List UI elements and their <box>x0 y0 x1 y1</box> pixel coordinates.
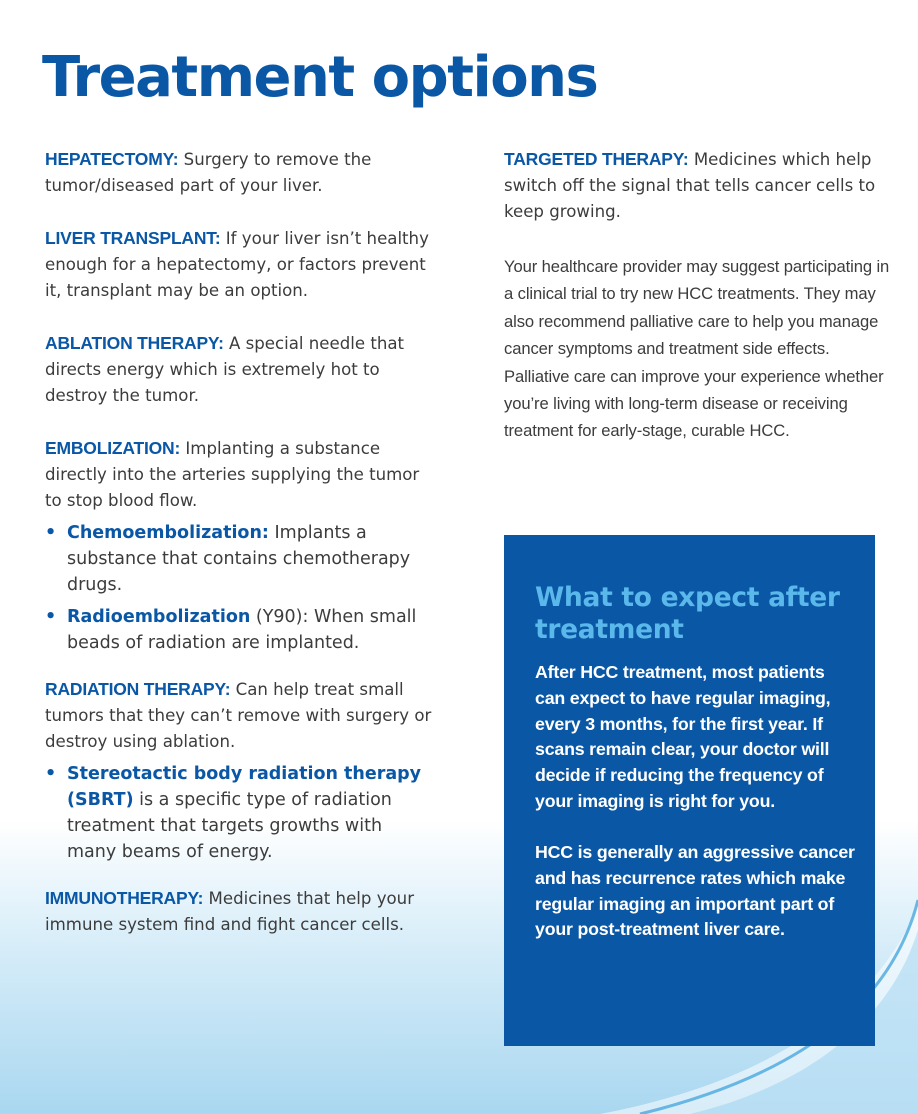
term-description: Medicines which help switch off the signal that tells cancer cells to keep growing. <box>504 150 876 221</box>
term-label: HEPATECTOMY: <box>45 149 179 169</box>
callout-heading: What to expect after treatment <box>535 582 840 645</box>
term-description: Medicines that help your immune system find and fight cancer cells. <box>45 889 415 934</box>
list-item <box>45 604 435 656</box>
term-label: EMBOLIZATION: <box>45 438 181 458</box>
bullet-icon: • <box>45 607 57 627</box>
entry-targeted-therapy <box>504 146 894 225</box>
entry-hepatectomy <box>45 146 435 199</box>
left-column <box>45 146 435 938</box>
bullet-icon: • <box>45 523 57 543</box>
bullet-text: is a specific type of radiation treatment that targets growths with many beams of energy. <box>67 790 392 862</box>
term-description: A special needle that directs energy which is extremely hot to destroy the tumor. <box>45 334 405 405</box>
term-label: RADIATION THERAPY: <box>45 679 231 699</box>
term-description: Surgery to remove the tumor/diseased part of your liver. <box>45 150 372 195</box>
radiation-bullet-list <box>45 761 435 865</box>
bullet-icon: • <box>45 764 57 784</box>
entry-radiation-therapy <box>45 676 435 755</box>
bullet-text: (Y90): When small beads of radiation are implanted. <box>67 607 417 653</box>
list-item <box>45 761 435 865</box>
bullet-term: Chemoembolization: <box>67 523 269 543</box>
entry-immunotherapy <box>45 885 435 938</box>
right-column <box>504 146 894 461</box>
provider-note: Your healthcare provider may suggest participating in a clinical trial to try new HCC treatments. They may also recommend palliative care to help you manage cancer symptoms and treatment side effects. Palliative care can improve your experience whether you’re living with long-term disease or receiving treatment for early-stage, curable HCC. <box>504 257 890 441</box>
page-title: Treatment options <box>42 45 598 110</box>
term-description: If your liver isn’t healthy enough for a hepatectomy, or factors prevent it, transplant may be an option. <box>45 229 429 300</box>
entry-ablation-therapy <box>45 330 435 409</box>
list-item <box>45 520 435 598</box>
term-description: Can help treat small tumors that they can’t remove with surgery or destroy using ablation. <box>45 680 432 751</box>
embolization-bullet-list <box>45 520 435 656</box>
term-label: LIVER TRANSPLANT: <box>45 228 221 248</box>
callout-paragraph-1: After HCC treatment, most patients can expect to have regular imaging, every 3 months, for the first year. If scans remain clear, your doctor will decide if reducing the frequency of your imaging is right for you. <box>535 662 831 811</box>
entry-embolization <box>45 435 435 514</box>
bullet-term: Radioembolization <box>67 607 251 627</box>
term-label: IMMUNOTHERAPY: <box>45 888 204 908</box>
entry-liver-transplant <box>45 225 435 304</box>
term-label: TARGETED THERAPY: <box>504 149 689 169</box>
callout-paragraph-2: HCC is generally an aggressive cancer and has recurrence rates which make regular imaging an important part of your post-treatment liver care. <box>535 842 855 940</box>
bullet-term: Stereotactic body radiation therapy (SBRT) <box>67 764 422 810</box>
callout-box <box>504 535 875 1046</box>
bullet-text: Implants a substance that contains chemotherapy drugs. <box>67 523 411 595</box>
term-description: Implanting a substance directly into the arteries supplying the tumor to stop blood flow. <box>45 439 420 510</box>
term-label: ABLATION THERAPY: <box>45 333 224 353</box>
